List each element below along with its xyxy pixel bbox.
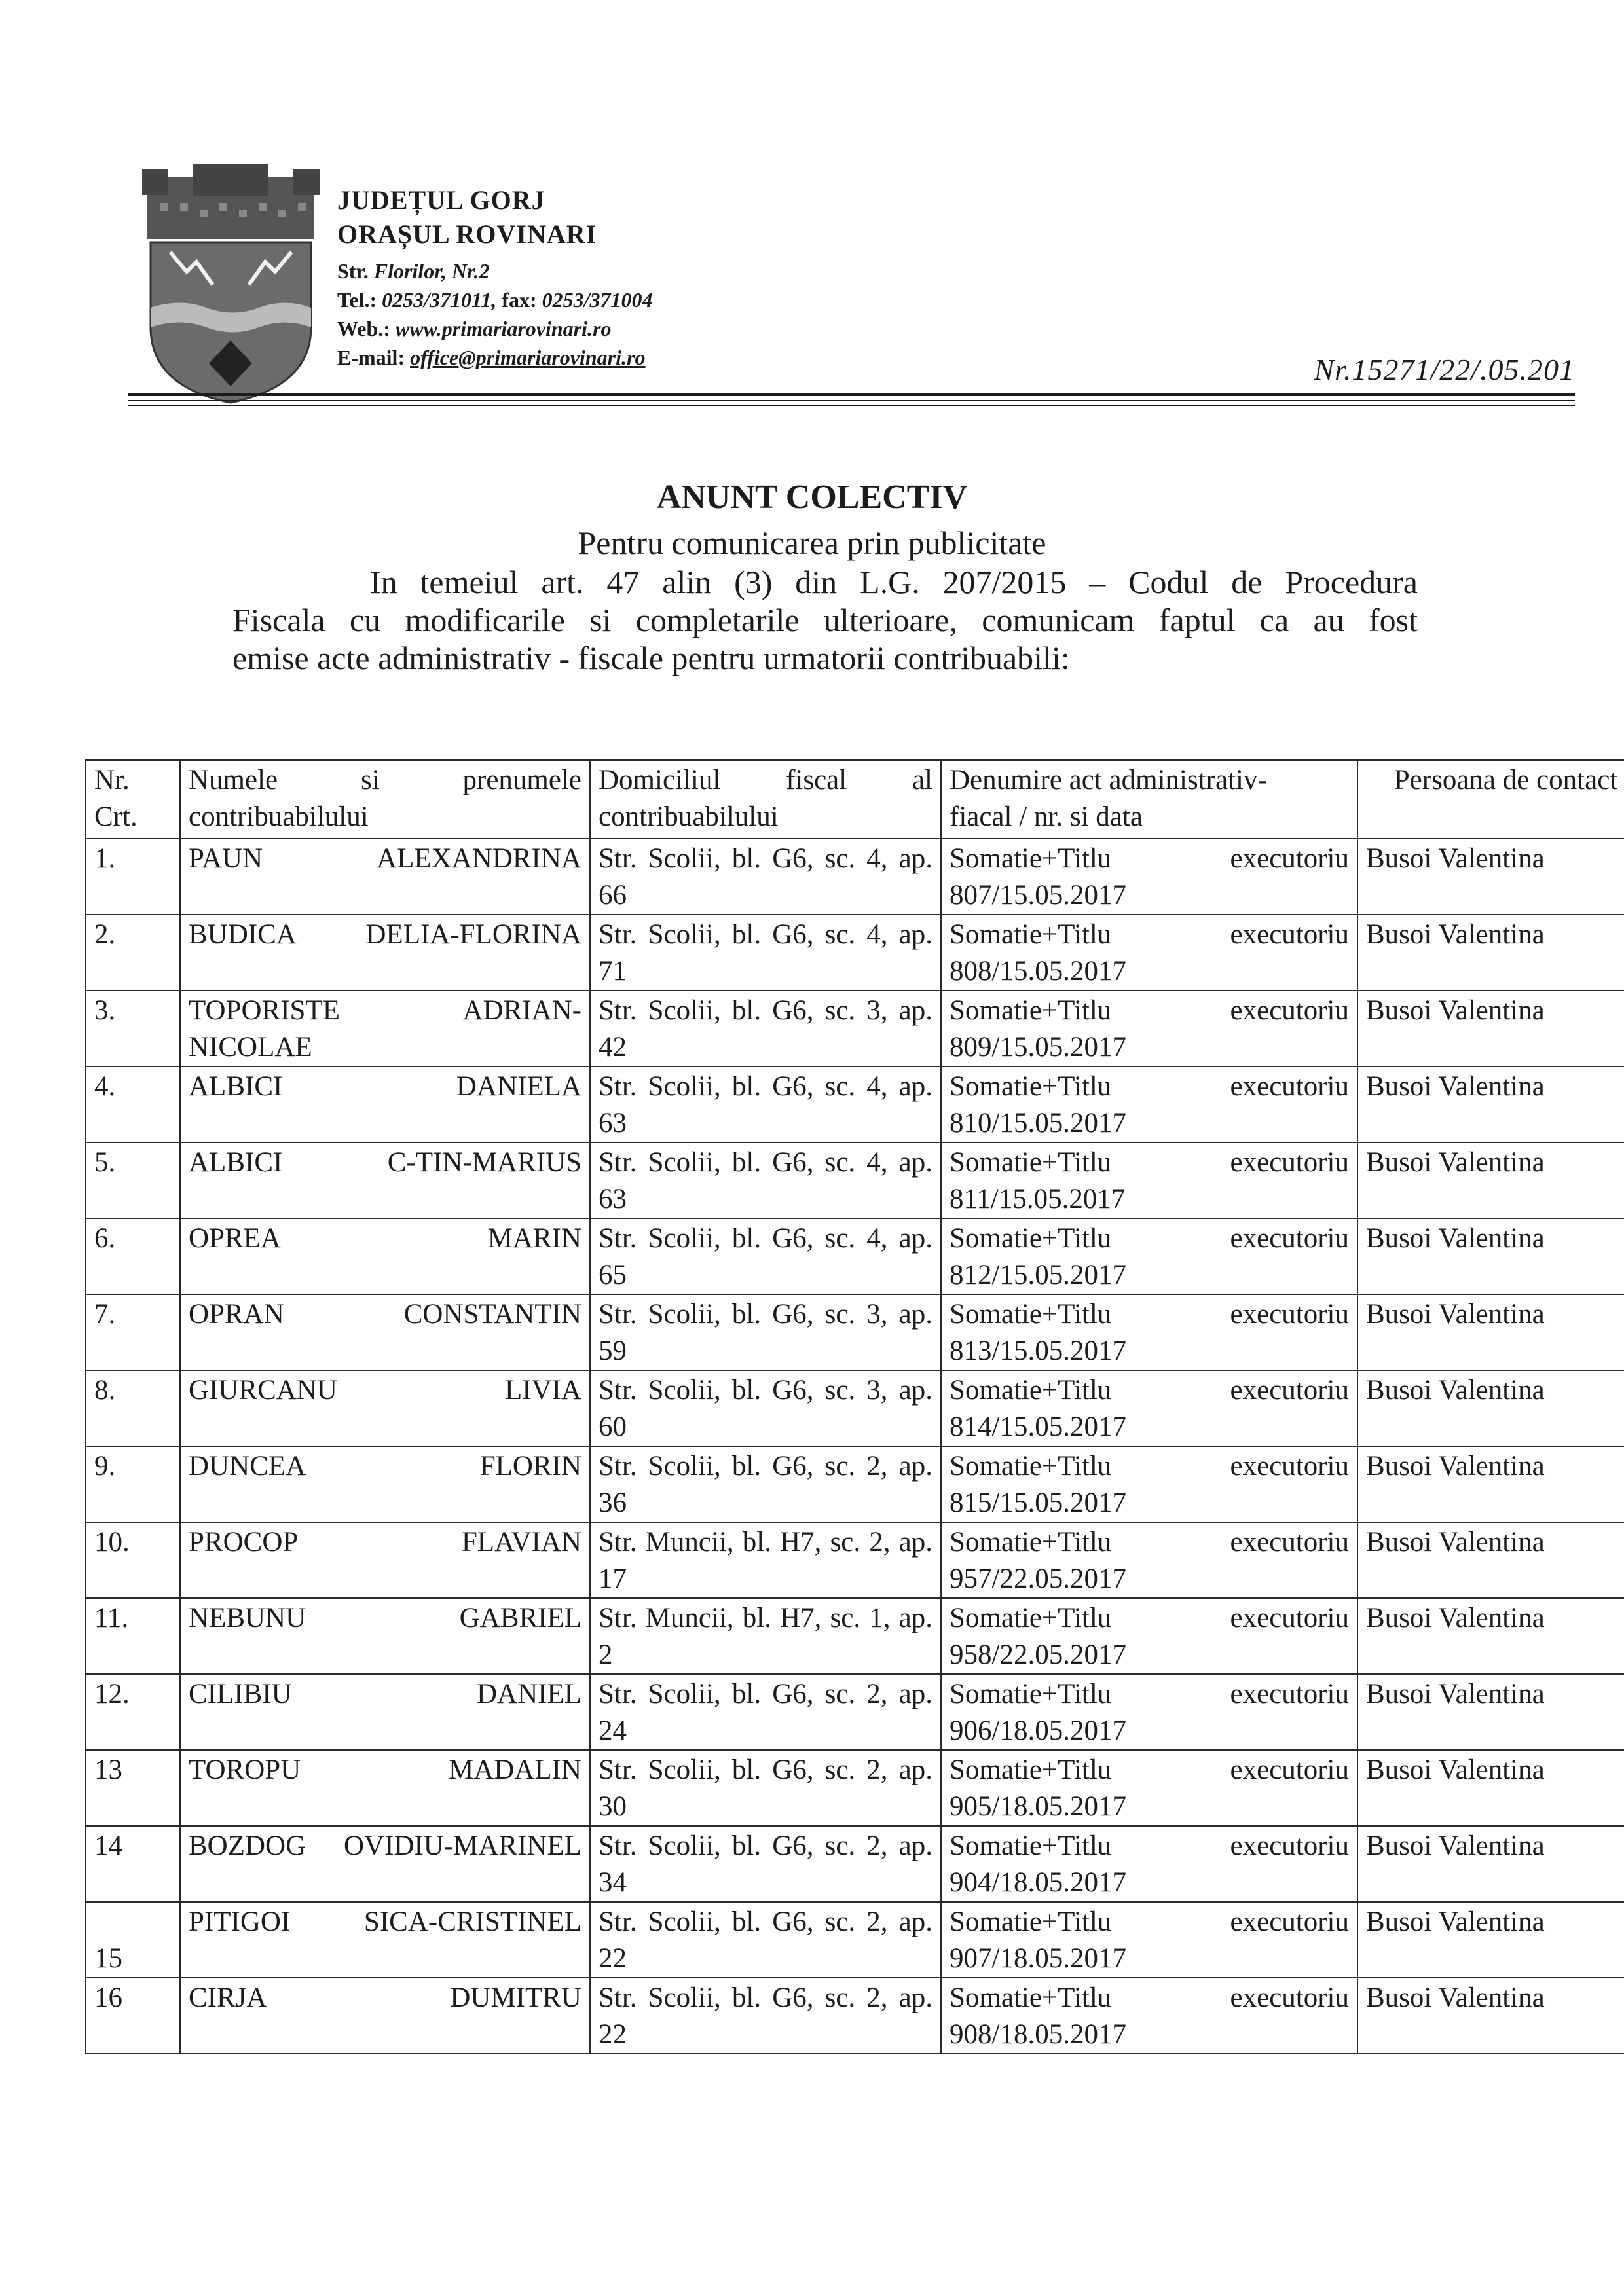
cell-address: Str. Scolii, bl. G6, sc. 2, ap. 24	[590, 1674, 941, 1750]
table-row	[86, 1370, 1624, 1446]
intro-paragraph	[232, 563, 1418, 677]
table-row	[86, 839, 1624, 915]
cell-act: Somatie+Titlu executoriu 905/18.05.2017	[941, 1750, 1357, 1826]
table-row	[86, 915, 1624, 991]
cell-act: Somatie+Titlu executoriu 958/22.05.2017	[941, 1598, 1357, 1674]
address-line: Str. Florilor, Nr.2	[337, 259, 490, 283]
cell-act: Somatie+Titlu executoriu 812/15.05.2017	[941, 1218, 1357, 1294]
header-divider	[128, 393, 1575, 396]
institution-header	[337, 183, 652, 372]
cell-act: Somatie+Titlu executoriu 808/15.05.2017	[941, 915, 1357, 991]
web-line: Web.: www.primariarovinari.ro	[337, 317, 612, 340]
table-row	[86, 1978, 1624, 2054]
cell-address: Str. Scolii, bl. G6, sc. 4, ap. 63	[590, 1142, 941, 1218]
cell-address: Str. Muncii, bl. H7, sc. 1, ap. 2	[590, 1598, 941, 1674]
cell-nr: 12.	[86, 1674, 180, 1750]
cell-contact: Busoi Valentina	[1357, 1902, 1624, 1978]
cell-address: Str. Scolii, bl. G6, sc. 3, ap. 59	[590, 1294, 941, 1370]
cell-address: Str. Scolii, bl. G6, sc. 2, ap. 34	[590, 1826, 941, 1902]
table-row	[86, 1294, 1624, 1370]
cell-act: Somatie+Titlu executoriu 810/15.05.2017	[941, 1066, 1357, 1142]
cell-address: Str. Scolii, bl. G6, sc. 4, ap. 66	[590, 839, 941, 915]
table-header-row	[86, 760, 1624, 839]
cell-address: Str. Scolii, bl. G6, sc. 2, ap. 22	[590, 1902, 941, 1978]
table-row	[86, 991, 1624, 1066]
table-row	[86, 1218, 1624, 1294]
cell-name: ALBICI C-TIN-MARIUS	[180, 1142, 590, 1218]
cell-contact: Busoi Valentina	[1357, 1142, 1624, 1218]
cell-contact: Busoi Valentina	[1357, 1066, 1624, 1142]
cell-nr: 10.	[86, 1522, 180, 1598]
table-row	[86, 1522, 1624, 1598]
cell-contact: Busoi Valentina	[1357, 1598, 1624, 1674]
cell-nr: 6.	[86, 1218, 180, 1294]
cell-act: Somatie+Titlu executoriu 815/15.05.2017	[941, 1446, 1357, 1522]
taxpayers-table	[85, 759, 1624, 2054]
intro-line-1: In temeiul art. 47 alin (3) din L.G. 207/2015 – Codul de Procedura	[370, 564, 1418, 600]
cell-contact: Busoi Valentina	[1357, 1522, 1624, 1598]
cell-address: Str. Scolii, bl. G6, sc. 2, ap. 36	[590, 1446, 941, 1522]
header-contact: Persoana de contact	[1357, 760, 1624, 839]
cell-act: Somatie+Titlu executoriu 904/18.05.2017	[941, 1826, 1357, 1902]
header-divider-thin-2	[128, 405, 1575, 406]
coat-of-arms-icon	[134, 164, 327, 406]
cell-contact: Busoi Valentina	[1357, 1826, 1624, 1902]
subtitle: Pentru comunicarea prin publicitate	[578, 524, 1046, 561]
town-name: ORAȘUL ROVINARI	[337, 219, 597, 249]
cell-address: Str. Scolii, bl. G6, sc. 3, ap. 60	[590, 1370, 941, 1446]
cell-name: BUDICA DELIA-FLORINA	[180, 915, 590, 991]
cell-name: CIRJA DUMITRU	[180, 1978, 590, 2054]
cell-nr: 7.	[86, 1294, 180, 1370]
table-row	[86, 1066, 1624, 1142]
cell-name: GIURCANU LIVIA	[180, 1370, 590, 1446]
cell-contact: Busoi Valentina	[1357, 1674, 1624, 1750]
cell-name: TOROPU MADALIN	[180, 1750, 590, 1826]
table-row	[86, 1142, 1624, 1218]
cell-contact: Busoi Valentina	[1357, 1978, 1624, 2054]
cell-act: Somatie+Titlu executoriu 811/15.05.2017	[941, 1142, 1357, 1218]
cell-act: Somatie+Titlu executoriu 813/15.05.2017	[941, 1294, 1357, 1370]
cell-act: Somatie+Titlu executoriu 908/18.05.2017	[941, 1978, 1357, 2054]
cell-nr: 13	[86, 1750, 180, 1826]
cell-contact: Busoi Valentina	[1357, 1446, 1624, 1522]
table-row	[86, 1902, 1624, 1978]
cell-address: Str. Scolii, bl. G6, sc. 4, ap. 65	[590, 1218, 941, 1294]
cell-nr: 8.	[86, 1370, 180, 1446]
email-link[interactable]: office@primariarovinari.ro	[410, 346, 646, 369]
cell-name: OPRAN CONSTANTIN	[180, 1294, 590, 1370]
cell-name: BOZDOG OVIDIU-MARINEL	[180, 1826, 590, 1902]
cell-act: Somatie+Titlu executoriu 809/15.05.2017	[941, 991, 1357, 1066]
table-body	[86, 839, 1624, 2054]
email-line: E-mail: office@primariarovinari.ro	[337, 346, 646, 369]
website-link[interactable]: www.primariarovinari.ro	[395, 317, 612, 340]
intro-line-3: emise acte administrativ - fiscale pentru urmatorii contribuabili:	[232, 640, 1070, 676]
county-name: JUDEȚUL GORJ	[337, 185, 545, 215]
cell-nr: 15	[86, 1902, 180, 1978]
cell-nr: 5.	[86, 1142, 180, 1218]
cell-name: PITIGOI SICA-CRISTINEL	[180, 1902, 590, 1978]
cell-contact: Busoi Valentina	[1357, 915, 1624, 991]
cell-name: TOPORISTE ADRIAN-NICOLAE	[180, 991, 590, 1066]
page-title: ANUNT COLECTIV	[656, 479, 968, 516]
cell-name: ALBICI DANIELA	[180, 1066, 590, 1142]
cell-address: Str. Scolii, bl. G6, sc. 2, ap. 22	[590, 1978, 941, 2054]
header-divider-thin-1	[128, 400, 1575, 401]
cell-act: Somatie+Titlu executoriu 957/22.05.2017	[941, 1522, 1357, 1598]
cell-contact: Busoi Valentina	[1357, 839, 1624, 915]
table-row	[86, 1598, 1624, 1674]
cell-act: Somatie+Titlu executoriu 906/18.05.2017	[941, 1674, 1357, 1750]
cell-contact: Busoi Valentina	[1357, 991, 1624, 1066]
table-row	[86, 1446, 1624, 1522]
cell-name: PAUN ALEXANDRINA	[180, 839, 590, 915]
document-number: Nr.15271/22/.05.201	[1314, 353, 1575, 386]
header-name: Numele si prenumele contribuabilului	[189, 765, 581, 832]
cell-address: Str. Scolii, bl. G6, sc. 4, ap. 71	[590, 915, 941, 991]
cell-nr: 14	[86, 1826, 180, 1902]
cell-address: Str. Scolii, bl. G6, sc. 3, ap. 42	[590, 991, 941, 1066]
cell-name: PROCOP FLAVIAN	[180, 1522, 590, 1598]
cell-name: CILIBIU DANIEL	[180, 1674, 590, 1750]
header-address: Domiciliul fiscal al contribuabilului	[599, 765, 932, 832]
cell-contact: Busoi Valentina	[1357, 1370, 1624, 1446]
header-act: Denumire act administrativ- fiacal / nr. si data	[941, 760, 1357, 839]
table-row	[86, 1826, 1624, 1902]
cell-nr: 11.	[86, 1598, 180, 1674]
cell-nr: 3.	[86, 991, 180, 1066]
cell-nr: 2.	[86, 915, 180, 991]
cell-act: Somatie+Titlu executoriu 907/18.05.2017	[941, 1902, 1357, 1978]
cell-nr: 4.	[86, 1066, 180, 1142]
cell-contact: Busoi Valentina	[1357, 1218, 1624, 1294]
cell-nr: 1.	[86, 839, 180, 915]
cell-address: Str. Scolii, bl. G6, sc. 4, ap. 63	[590, 1066, 941, 1142]
cell-nr: 16	[86, 1978, 180, 2054]
cell-name: DUNCEA FLORIN	[180, 1446, 590, 1522]
cell-nr: 9.	[86, 1446, 180, 1522]
table-row	[86, 1674, 1624, 1750]
cell-address: Str. Muncii, bl. H7, sc. 2, ap. 17	[590, 1522, 941, 1598]
cell-name: NEBUNU GABRIEL	[180, 1598, 590, 1674]
cell-name: OPREA MARIN	[180, 1218, 590, 1294]
intro-line-2: Fiscala cu modificarile si completarile ulterioare, comunicam faptul ca au fost	[232, 602, 1418, 638]
header-nr: Nr. Crt.	[86, 760, 180, 839]
cell-contact: Busoi Valentina	[1357, 1294, 1624, 1370]
phone-line: Tel.: 0253/371011, fax: 0253/371004	[337, 288, 653, 312]
cell-act: Somatie+Titlu executoriu 807/15.05.2017	[941, 839, 1357, 915]
cell-act: Somatie+Titlu executoriu 814/15.05.2017	[941, 1370, 1357, 1446]
cell-contact: Busoi Valentina	[1357, 1750, 1624, 1826]
cell-address: Str. Scolii, bl. G6, sc. 2, ap. 30	[590, 1750, 941, 1826]
table-row	[86, 1750, 1624, 1826]
